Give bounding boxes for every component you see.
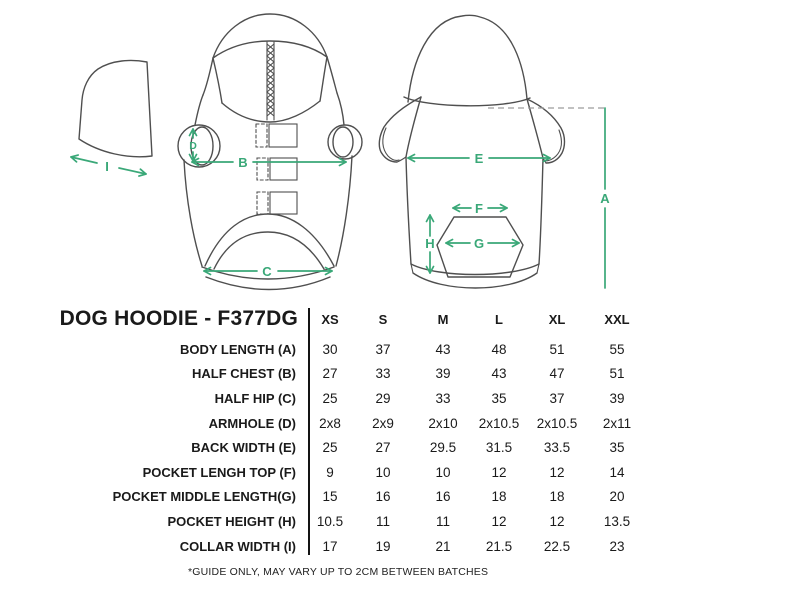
size-table-body [0,337,800,558]
size-header-xs: XS [321,311,339,327]
size-value: 11 [435,513,450,529]
size-value: 37 [375,341,391,357]
row-label: HALF CHEST (B) [192,366,296,382]
size-value: 35 [609,440,625,456]
size-value: 33 [375,366,391,382]
size-value: 18 [491,489,507,505]
size-value: 25 [322,440,338,456]
size-value: 29 [375,390,391,406]
size-value: 27 [375,440,391,456]
size-value: 14 [609,464,625,480]
row-label: POCKET LENGH TOP (F) [142,464,296,480]
size-chart-table [0,301,800,558]
table-row [0,337,800,362]
size-header-s: S [378,311,388,327]
size-value: 37 [549,390,565,406]
size-value: 12 [491,513,507,529]
back-view-drawing [379,15,610,288]
front-view-drawing [178,14,362,290]
row-label: BODY LENGTH (A) [179,341,296,357]
row-label: ARMHOLE (D) [208,415,296,431]
size-value: 2x10.5 [536,415,578,431]
size-header-m: M [437,311,449,327]
size-value: 19 [375,538,391,554]
size-value: 2x10.5 [478,415,520,431]
row-label: COLLAR WIDTH (I) [179,538,296,554]
dim-label-b: B [238,155,248,170]
dim-label-i: I [105,159,109,174]
size-value: 12 [491,464,507,480]
row-label: HALF HIP (C) [214,390,296,406]
table-row [0,534,800,559]
size-value: 27 [322,366,338,382]
size-value: 10 [435,464,451,480]
guide-footnote: *GUIDE ONLY, MAY VARY UP TO 2CM BETWEEN BATCHES [188,566,489,578]
size-value: 21.5 [485,538,513,554]
table-header-row [0,301,800,337]
size-value: 43 [435,341,451,357]
table-row [0,460,800,485]
size-value: 33 [435,390,451,406]
size-value: 35 [491,390,507,406]
dim-label-h: H [425,236,435,251]
table-row [0,386,800,411]
size-value: 31.5 [485,440,513,456]
size-value: 18 [549,489,565,505]
size-value: 2x11 [602,415,632,431]
size-value: 47 [549,366,565,382]
size-value: 51 [549,341,565,357]
size-value: 16 [375,489,391,505]
size-value: 17 [322,538,338,554]
table-row [0,411,800,436]
size-value: 15 [322,489,338,505]
size-value: 21 [435,538,451,554]
size-value: 30 [322,341,338,357]
size-value: 25 [322,390,338,406]
dim-label-f: F [475,201,483,216]
size-value: 12 [549,513,565,529]
size-value: 23 [609,538,625,554]
dim-label-g: G [473,236,485,251]
size-value: 22.5 [543,538,571,554]
size-value: 10.5 [316,513,344,529]
size-value: 10 [375,464,391,480]
row-label: POCKET MIDDLE LENGTH(G) [112,489,296,505]
dim-label-c: C [262,264,272,279]
table-divider [308,308,310,555]
size-value: 39 [609,390,625,406]
size-value: 2x8 [319,415,341,431]
size-value: 48 [491,341,507,357]
size-value: 33.5 [543,440,571,456]
size-value: 11 [375,513,390,529]
table-row [0,509,800,534]
row-label: BACK WIDTH (E) [191,440,296,456]
size-value: 39 [435,366,451,382]
size-header-l: L [495,311,503,327]
row-label: POCKET HEIGHT (H) [167,513,296,529]
table-row [0,362,800,387]
size-value: 2x10 [428,415,458,431]
size-value: 55 [609,341,625,357]
size-header-xl: XL [548,311,566,327]
size-value: 13.5 [603,513,631,529]
collar-piece-drawing [71,60,152,174]
chart-title: DOG HOODIE - F377DG [59,307,298,330]
size-value: 51 [609,366,625,382]
dim-label-e: E [474,151,484,166]
dim-label-a: A [600,191,610,206]
table-row [0,435,800,460]
size-value: 2x9 [372,415,394,431]
size-value: 9 [326,464,334,480]
dim-label-d: D [189,140,197,152]
size-value: 29.5 [429,440,457,456]
size-value: 43 [491,366,507,382]
size-header-xxl: XXL [604,311,630,327]
size-value: 12 [549,464,565,480]
size-value: 16 [435,489,451,505]
size-value: 20 [609,489,625,505]
table-row [0,485,800,510]
